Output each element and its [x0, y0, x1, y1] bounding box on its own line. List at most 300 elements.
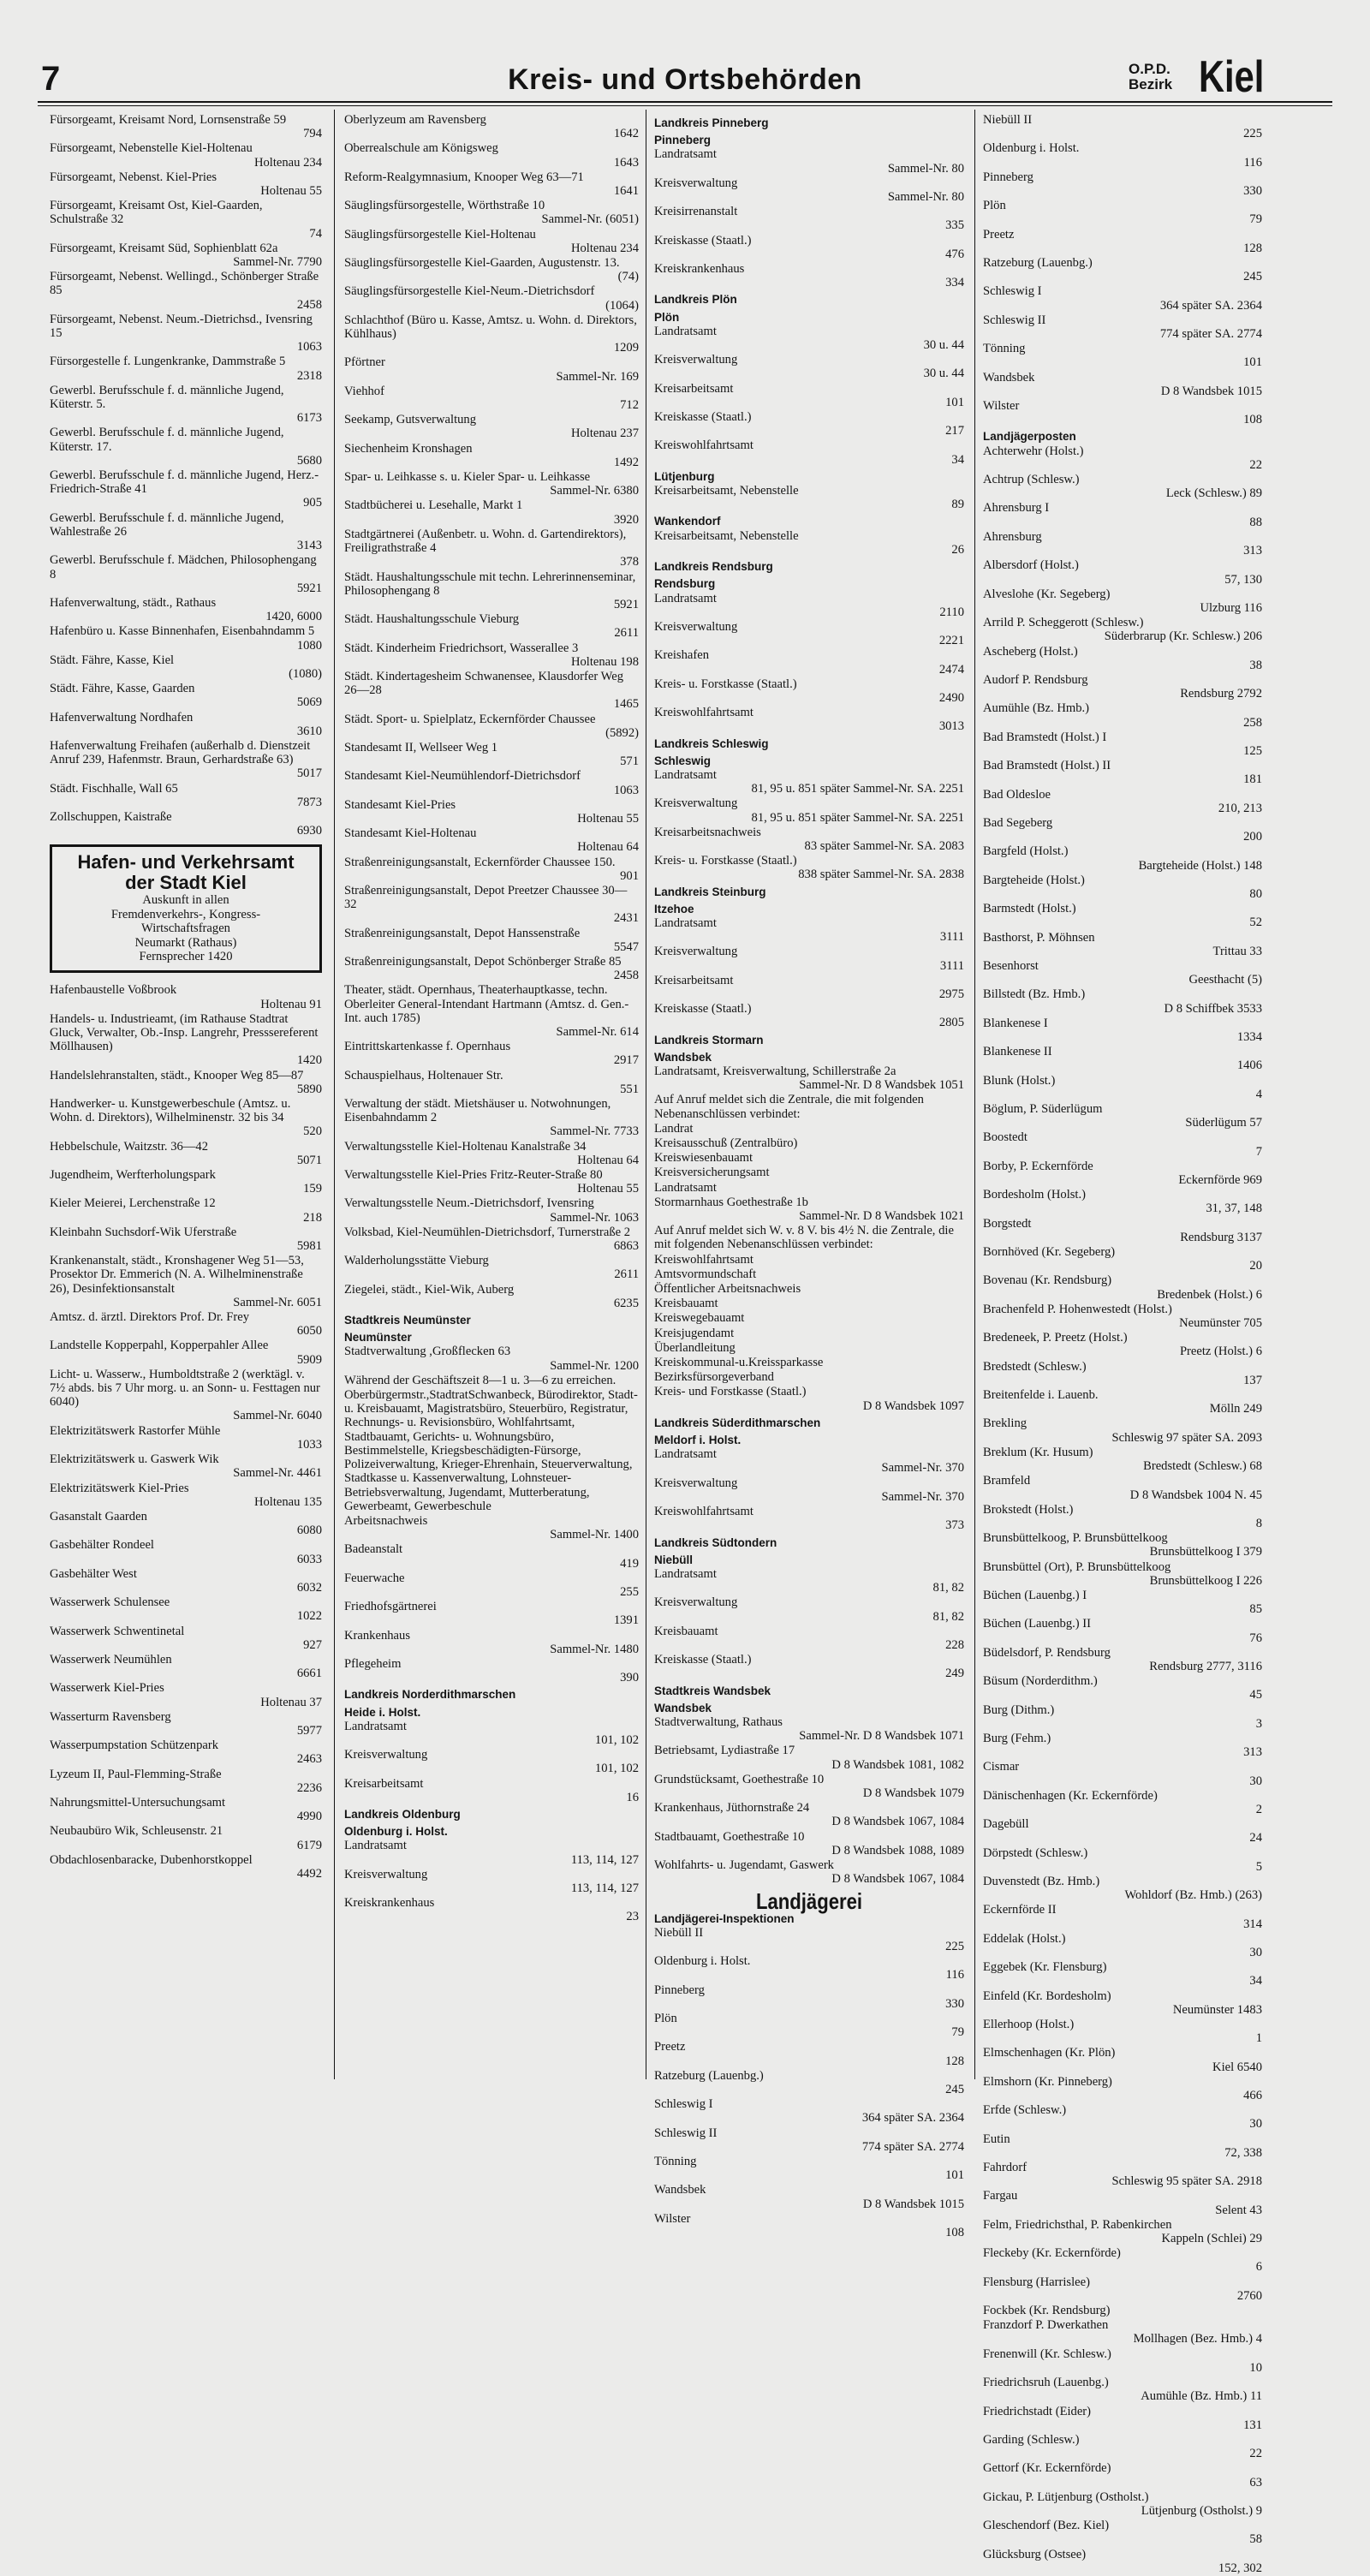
- directory-entry: [654, 1801, 964, 1828]
- directory-entry: [344, 498, 639, 526]
- entry-name: Fahrdorf: [983, 2161, 1028, 2175]
- entry-name: Theater, städt. Opernhaus, Theaterhauptkasse, techn. Oberleiter General-Intendant Hartmann (Amtsz. d. Gen.-Int. auch 1785): [344, 983, 629, 1025]
- entry-name: Betriebsamt, Lydiastraße 17: [654, 1744, 795, 1758]
- phone-number: 2318: [296, 368, 322, 383]
- entry-name: Eddelak (Holst.): [983, 1931, 1066, 1946]
- entry-name: Tönning: [654, 2155, 697, 2169]
- directory-entry: [344, 1542, 639, 1570]
- entry-name: Gewerbl. Berufsschule f. d. männliche Jugend, Küterstr. 17.: [50, 426, 284, 454]
- directory-entry: [344, 884, 639, 926]
- entry-name: Oldenburg i. Holst.: [983, 141, 1080, 156]
- column-3: [654, 113, 964, 2240]
- phone-number: 3610: [296, 724, 322, 738]
- directory-entry: [654, 1505, 964, 1532]
- entry-name: Nahrungsmittel-Untersuchungsamt: [50, 1795, 226, 1810]
- entry-name: Brunsbüttelkoog, P. Brunsbüttelkoog: [983, 1531, 1168, 1546]
- directory-entry: [654, 1625, 964, 1652]
- directory-entry: [983, 759, 1262, 786]
- phone-number: 1420: [296, 1053, 322, 1068]
- phone-number: Neumünster 705: [1179, 1316, 1262, 1331]
- directory-entry: [50, 1768, 322, 1795]
- phone-number: 571: [620, 754, 639, 769]
- entry-name: Preetz: [654, 2040, 686, 2054]
- directory-entry: [654, 1954, 964, 1982]
- directory-entry: [654, 325, 964, 352]
- entry-name: Gasanstalt Gaarden: [50, 1509, 147, 1524]
- entry-name: Handels- u. Industrieamt, (im Rathause Stadtrat Gluck, Verwalter, Ob.-Insp. Langrehr, Presssereferent Möllhausen): [50, 1011, 319, 1054]
- phone-number: 79: [1249, 212, 1262, 227]
- directory-entry: [983, 1102, 1262, 1130]
- directory-entry: [344, 641, 639, 669]
- phone-number: 116: [1243, 155, 1262, 170]
- phone-number: 88: [1249, 515, 1262, 529]
- district-label: [1129, 62, 1172, 92]
- entry-name: Städt. Fähre, Kasse, Gaarden: [50, 682, 195, 696]
- phone-number: Sammel-Nr. 7733: [550, 1124, 639, 1139]
- directory-entry: [983, 2318, 1262, 2346]
- header-rule-thin: [38, 105, 1332, 106]
- entry-name: Einfeld (Kr. Bordesholm): [983, 1989, 1111, 2003]
- section-heading: Landjägerposten: [983, 430, 1076, 444]
- phone-number: 390: [620, 1671, 639, 1685]
- entry-name: Eggebek (Kr. Flensburg): [983, 1960, 1107, 1975]
- entry-name: Grundstücksamt, Goethestraße 10: [654, 1772, 825, 1786]
- phone-number: 1063: [296, 340, 322, 355]
- phone-number: 1420, 6000: [265, 610, 322, 624]
- entry-name: Säuglingsfürsorgestelle, Wörthstraße 10: [344, 199, 545, 213]
- directory-entry: [50, 1196, 322, 1224]
- section-heading: Heide i. Holst.: [344, 1705, 421, 1719]
- directory-entry: [50, 1225, 322, 1253]
- phone-number: 1391: [613, 1613, 639, 1628]
- directory-entry: [654, 768, 964, 796]
- directory-entry: [344, 1254, 639, 1281]
- phone-number: 30 u. 44: [923, 367, 964, 381]
- entry-name: Kreisverwaltung: [654, 176, 738, 190]
- directory-entry: [654, 147, 964, 175]
- phone-number: 712: [620, 398, 639, 413]
- phone-number: D 8 Wandsbek 1004 N. 45: [1129, 1488, 1262, 1502]
- phone-number: D 8 Wandsbek 1088, 1089: [831, 1843, 964, 1857]
- page-number: 7: [41, 60, 61, 98]
- directory-entry: [983, 530, 1262, 558]
- phone-number: D 8 Wandsbek 1079: [862, 1786, 964, 1800]
- entry-name: Brokstedt (Holst.): [983, 1502, 1074, 1517]
- directory-entry: [50, 624, 322, 652]
- directory-entry: [344, 1629, 639, 1656]
- phone-number: 5: [1255, 1859, 1262, 1874]
- phone-number: 373: [945, 1518, 964, 1533]
- phone-number: 364 später SA. 2364: [861, 2111, 964, 2126]
- directory-entry: [983, 1646, 1262, 1673]
- directory-entry: [344, 769, 639, 796]
- entry-name: Niebüll II: [983, 113, 1033, 127]
- phone-number: 313: [1243, 544, 1262, 558]
- entry-name: Fürsorgeamt, Nebenst. Neum.-Dietrichsd., Ivensring 15: [50, 312, 313, 341]
- entry-name: Pförtner: [344, 355, 385, 370]
- phone-number: 8: [1255, 1516, 1262, 1530]
- directory-entry: [983, 170, 1262, 198]
- phone-number: 2917: [613, 1053, 639, 1068]
- phone-number: Holtenau 55: [577, 1182, 639, 1196]
- phone-number: 10: [1249, 2360, 1262, 2375]
- entry-name: Wasserturm Ravensberg: [50, 1709, 171, 1724]
- entry-name: Schlachthof (Büro u. Kasse, Amtsz. u. Wohn. d. Direktors, Kühlhaus): [344, 313, 637, 342]
- info-box-line: Fernsprecher 1420: [139, 949, 233, 963]
- phone-number: 101: [945, 395, 964, 409]
- phone-number: Süderlügum 57: [1185, 1116, 1262, 1130]
- directory-entry: [983, 1188, 1262, 1215]
- directory-entry: [654, 1370, 964, 1384]
- entry-name: Fockbek (Kr. Rendsburg): [983, 2304, 1111, 2318]
- directory-entry: [344, 1196, 639, 1224]
- entry-name: Franzdorf P. Dwerkathen: [983, 2318, 1109, 2333]
- phone-number: Sammel-Nr. 370: [881, 1461, 964, 1476]
- directory-entry: [344, 470, 639, 498]
- phone-number: Sammel-Nr. 1200: [550, 1358, 639, 1373]
- directory-entry: [344, 741, 639, 768]
- phone-number: 466: [1243, 2089, 1262, 2103]
- directory-entry: [983, 788, 1262, 815]
- phone-number: 24: [1249, 1831, 1262, 1846]
- section-heading: Meldorf i. Holst.: [654, 1434, 742, 1447]
- directory-entry: [344, 1345, 639, 1372]
- directory-entry: [983, 1903, 1262, 1930]
- directory-entry: [654, 1858, 964, 1886]
- section-heading: Stadtkreis Neumünster: [344, 1314, 471, 1327]
- directory-entry: [983, 2519, 1262, 2546]
- entry-name: Auf Anruf meldet sich die Zentrale, die mit folgenden Nebenanschlüssen verbindet:: [654, 1093, 924, 1121]
- directory-entry: [654, 2097, 964, 2125]
- entry-name: Ratzeburg (Lauenbg.): [654, 2068, 764, 2083]
- entry-name: Blunk (Holst.): [983, 1073, 1056, 1088]
- directory-entry: [983, 2218, 1262, 2245]
- entry-name: Breitenfelde i. Lauenb.: [983, 1388, 1099, 1403]
- entry-name: Böglum, P. Süderlügum: [983, 1102, 1103, 1117]
- entry-name: Wilster: [983, 399, 1020, 414]
- phone-number: 72, 338: [1224, 2145, 1262, 2160]
- column-4: [983, 113, 1262, 2576]
- phone-number: 2221: [938, 634, 964, 648]
- directory-entry: [983, 1130, 1262, 1158]
- directory-entry: [983, 1331, 1262, 1358]
- entry-name: Boostedt: [983, 1130, 1028, 1145]
- directory-entry: [983, 2075, 1262, 2102]
- directory-entry: [50, 682, 322, 709]
- phone-number: 1406: [1236, 1058, 1262, 1073]
- entry-name: Eckernförde II: [983, 1903, 1057, 1917]
- entry-name: Elektrizitätswerk u. Gaswerk Wik: [50, 1452, 219, 1467]
- entry-name: Preetz: [983, 227, 1015, 242]
- directory-entry: [344, 355, 639, 383]
- directory-entry: [983, 1217, 1262, 1244]
- directory-entry: [983, 1531, 1262, 1559]
- directory-entry: [50, 1168, 322, 1196]
- directory-entry: [654, 945, 964, 972]
- phone-number: Holtenau 234: [570, 241, 639, 255]
- phone-number: Sammel-Nr. 1063: [550, 1210, 639, 1225]
- phone-number: 108: [945, 2226, 964, 2240]
- directory-entry: [983, 673, 1262, 701]
- entry-name: Brunsbüttel (Ort), P. Brunsbüttelkoog: [983, 1559, 1171, 1574]
- entry-name: Wasserwerk Neumühlen: [50, 1652, 172, 1667]
- directory-entry: [654, 1093, 964, 1120]
- section-heading: Itzehoe: [654, 902, 694, 915]
- phone-number: Selent 43: [1215, 2203, 1262, 2217]
- phone-number: Rendsburg 3137: [1180, 1230, 1262, 1244]
- directory-entry: [344, 1777, 639, 1804]
- directory-entry: [654, 620, 964, 647]
- entry-name: Kreisarbeitsnachweis: [654, 825, 761, 839]
- section-heading: Wankendorf: [654, 515, 721, 528]
- phone-number: 1080: [296, 638, 322, 653]
- phone-number: 30: [1249, 2117, 1262, 2132]
- phone-number: 6033: [296, 1552, 322, 1566]
- directory-entry: [983, 2103, 1262, 2131]
- entry-name: Dörpstedt (Schlesw.): [983, 1846, 1088, 1860]
- phone-number: 3111: [939, 958, 964, 973]
- entry-name: Zollschuppen, Kaistraße: [50, 809, 172, 824]
- entry-name: Schleswig II: [654, 2126, 718, 2140]
- phone-number: 330: [1243, 184, 1262, 199]
- directory-entry: [344, 1868, 639, 1895]
- section-heading: Landkreis Plön: [654, 293, 737, 307]
- entry-name: Kreisverwaltung: [654, 945, 738, 959]
- directory-entry: [344, 385, 639, 412]
- entry-name: Straßenreinigungsanstalt, Depot Preetzer Chaussee 30—32: [344, 883, 628, 912]
- phone-number: 4492: [296, 1866, 322, 1881]
- entry-name: Städt. Kindertagesheim Schwanensee, Klausdorfer Weg 26—28: [344, 669, 624, 698]
- directory-entry: [983, 1789, 1262, 1816]
- entry-name: Kreis- u. Forstkasse (Staatl.): [654, 854, 797, 868]
- phone-number: 901: [620, 868, 639, 883]
- entry-name: Handelslehranstalten, städt., Knooper Weg 85—87: [50, 1068, 304, 1082]
- entry-name: Ziegelei, städt., Kiel-Wik, Auberg: [344, 1282, 515, 1297]
- entry-name: Kreisarbeitsamt: [654, 973, 734, 987]
- entry-name: Landratsamt: [654, 915, 717, 930]
- entry-name: Friedrichsruh (Lauenbg.): [983, 2376, 1109, 2390]
- phone-number: 6661: [296, 1667, 322, 1681]
- phone-number: 101: [1243, 355, 1262, 370]
- directory-entry: [50, 810, 322, 838]
- phone-number: 26: [951, 542, 964, 557]
- phone-number: 2458: [613, 969, 639, 983]
- phone-number: 5680: [296, 453, 322, 468]
- entry-name: Kreisbauamt: [654, 1297, 718, 1311]
- directory-entry: [983, 2433, 1262, 2460]
- column-2: [344, 113, 639, 1925]
- entry-name: Kreiswohlfahrtsamt: [654, 706, 754, 720]
- info-box-line: Auskunft in allen: [142, 893, 229, 908]
- phone-number: 1465: [613, 697, 639, 712]
- phone-number: Sammel-Nr. 4461: [233, 1466, 322, 1481]
- entry-name: Tönning: [983, 342, 1026, 356]
- section-heading: Niebüll: [654, 1553, 694, 1566]
- directory-entry: [654, 1830, 964, 1857]
- entry-name: Wohlfahrts- u. Jugendamt, Gaswerk: [654, 1857, 834, 1872]
- phone-number: 79: [951, 2025, 964, 2040]
- phone-number: D 8 Schiffbek 3533: [1164, 1001, 1262, 1016]
- directory-entry: [50, 1595, 322, 1623]
- phone-number: 23: [626, 1910, 639, 1924]
- district-label-line2: Bezirk: [1129, 76, 1173, 92]
- directory-entry: [983, 987, 1262, 1015]
- entry-name: Dänischenhagen (Kr. Eckernförde): [983, 1788, 1158, 1803]
- section-heading: Wandsbek: [654, 1050, 712, 1064]
- directory-entry: [654, 1181, 964, 1195]
- phone-number: 3111: [939, 930, 964, 945]
- phone-number: 80: [1249, 886, 1262, 901]
- phone-number: 81, 95 u. 851 später Sammel-Nr. SA. 2251: [751, 810, 964, 825]
- phone-number: 330: [945, 1996, 964, 2011]
- directory-entry: [50, 1653, 322, 1680]
- entry-name: Kreishafen: [654, 648, 710, 663]
- directory-entry: [344, 256, 639, 283]
- entry-name: Krankenanstalt, städt., Kronshagener Weg 51—53, Prosektor Dr. Emmerich (N. A. Wilhelminenstraße 26), Desinfektionsanstalt: [50, 1254, 304, 1296]
- entry-name: Burg (Dithm.): [983, 1702, 1055, 1717]
- phone-number: 137: [1243, 1373, 1262, 1387]
- phone-number: 4990: [296, 1810, 322, 1824]
- phone-number: 128: [1243, 241, 1262, 255]
- phone-number: 5890: [296, 1082, 322, 1096]
- directory-entry: [344, 612, 639, 640]
- entry-name: Kreisverwaltung: [654, 1476, 738, 1490]
- entry-name: Während der Geschäftszeit 8—1 u. 3—6 zu erreichen.: [344, 1373, 616, 1387]
- directory-entry: [50, 1681, 322, 1708]
- phone-number: Trittau 33: [1212, 944, 1262, 958]
- phone-number: 2490: [938, 690, 964, 705]
- directory-entry: [983, 2189, 1262, 2216]
- phone-number: 217: [945, 424, 964, 438]
- phone-number: 378: [620, 555, 639, 569]
- directory-entry: [983, 1303, 1262, 1330]
- entry-name: Garding (Schlesw.): [983, 2432, 1080, 2447]
- phone-number: Holtenau 37: [260, 1695, 322, 1709]
- entry-name: Kreisbauamt: [654, 1624, 718, 1638]
- entry-name: Obdachlosenbaracke, Dubenhorstkoppel: [50, 1852, 253, 1867]
- entry-name: Schauspielhaus, Holtenauer Str.: [344, 1068, 503, 1082]
- directory-entry: [654, 2126, 964, 2154]
- directory-entry: [50, 653, 322, 681]
- phone-number: 225: [1243, 127, 1262, 141]
- directory-entry: [344, 1097, 639, 1139]
- phone-number: 228: [945, 1637, 964, 1652]
- directory-entry: [654, 1653, 964, 1680]
- entry-name: Städt. Sport- u. Spielplatz, Eckernförder Chaussee: [344, 712, 596, 726]
- entry-name: Verwaltungsstelle Neum.-Dietrichsdorf, Ivensring: [344, 1196, 594, 1211]
- directory-entry: [654, 1267, 964, 1281]
- entry-name: Landratsamt: [654, 147, 717, 162]
- phone-number: Schleswig 95 später SA. 2918: [1111, 2174, 1262, 2189]
- directory-entry: [983, 1760, 1262, 1787]
- info-box-line: Neumarkt (Rathaus): [134, 935, 237, 950]
- phone-number: 63: [1249, 2475, 1262, 2490]
- directory-entry: [983, 113, 1262, 140]
- entry-name: Kreiskrankenhaus: [344, 1896, 435, 1911]
- entry-name: Kreiskasse (Staatl.): [654, 1653, 752, 1667]
- entry-name: Ahrensburg: [983, 529, 1042, 544]
- entry-name: Säuglingsfürsorgestelle Kiel-Gaarden, Augustenstr. 13.: [344, 256, 620, 271]
- entry-name: Jugendheim, Werfterholungspark: [50, 1168, 216, 1183]
- phone-number: Holtenau 198: [570, 654, 639, 669]
- phone-number: 1642: [613, 127, 639, 141]
- entry-name: Öffentlicher Arbeitsnachweis: [654, 1282, 801, 1297]
- entry-name: Kreiskrankenhaus: [654, 262, 745, 277]
- entry-name: Hebbelschule, Waitzstr. 36—42: [50, 1139, 208, 1154]
- directory-entry: [983, 1446, 1262, 1473]
- entry-name: Fürsorgestelle f. Lungenkranke, Dammstraße 5: [50, 355, 286, 369]
- entry-name: Dagebüll: [983, 1817, 1029, 1832]
- phone-number: 89: [951, 498, 964, 512]
- phone-number: 30: [1249, 1774, 1262, 1788]
- directory-entry: [654, 706, 964, 733]
- directory-entry: [983, 1960, 1262, 1988]
- phone-number: Holtenau 64: [577, 840, 639, 855]
- phone-number: 81, 82: [932, 1581, 964, 1595]
- directory-entry: [50, 1824, 322, 1852]
- directory-entry: [983, 902, 1262, 929]
- directory-entry: [654, 1983, 964, 2011]
- phone-number: Sammel-Nr. 6051: [233, 1295, 322, 1309]
- entry-name: Gewerbl. Berufsschule f. d. männliche Jugend, Küterstr. 5.: [50, 383, 284, 412]
- directory-entry: [654, 1136, 964, 1150]
- directory-entry: [654, 916, 964, 944]
- entry-name: Landratsamt: [654, 1566, 717, 1581]
- entry-name: Schleswig I: [654, 2097, 713, 2112]
- phone-number: 108: [1243, 413, 1262, 427]
- phone-number: Sammel-Nr. 370: [881, 1489, 964, 1504]
- entry-name: Stadtverwaltung, Rathaus: [654, 1714, 783, 1729]
- entry-name: Glücksburg (Ostsee): [983, 2547, 1087, 2561]
- directory-entry: [654, 1385, 964, 1412]
- entry-name: Audorf P. Rendsburg: [983, 672, 1088, 687]
- directory-entry: [654, 1567, 964, 1595]
- section-heading: Landkreis Süderdithmarschen: [654, 1416, 821, 1429]
- entry-name: Verwaltungsstelle Kiel-Pries Fritz-Reuter-Straße 80: [344, 1168, 603, 1183]
- entry-name: Kreiswegebauamt: [654, 1311, 745, 1326]
- phone-number: 2611: [614, 1267, 639, 1282]
- phone-number: Aumühle (Bz. Hmb.) 11: [1141, 2389, 1262, 2404]
- directory-entry: [344, 826, 639, 854]
- phone-number: 2458: [296, 297, 322, 312]
- entry-name: Büdelsdorf, P. Rendsburg: [983, 1645, 1111, 1660]
- phone-number: 774 später SA. 2774: [861, 2139, 964, 2154]
- directory-entry: [654, 1476, 964, 1504]
- phone-number: 419: [620, 1556, 639, 1571]
- phone-number: 3143: [296, 539, 322, 553]
- directory-entry: [344, 170, 639, 198]
- phone-number: 6080: [296, 1524, 322, 1538]
- section-heading: Lütjenburg: [654, 469, 715, 483]
- entry-name: Kreisjugendamt: [654, 1326, 735, 1340]
- entry-name: Amtsvormundschaft: [654, 1267, 757, 1281]
- directory-entry: [344, 1040, 639, 1067]
- phone-number: Sammel-Nr. D 8 Wandsbek 1021: [799, 1209, 964, 1224]
- directory-entry: [344, 1896, 639, 1923]
- phone-number: 1022: [296, 1609, 322, 1624]
- directory-entry: [344, 570, 639, 612]
- entry-name: Bredstedt (Schlesw.): [983, 1359, 1087, 1374]
- entry-name: Friedhofsgärtnerei: [344, 1600, 437, 1614]
- directory-entry: [50, 1097, 322, 1139]
- entry-name: Landratsamt: [344, 1719, 407, 1733]
- phone-number: Leck (Schlesw.) 89: [1165, 486, 1262, 501]
- entry-name: Elektrizitätswerk Rastorfer Mühle: [50, 1423, 221, 1438]
- phone-number: 20: [1249, 1259, 1262, 1273]
- entry-name: Frenenwill (Kr. Schlesw.): [983, 2346, 1111, 2361]
- entry-name: Stadtbücherei u. Lesehalle, Markt 1: [344, 498, 523, 513]
- entry-name: Hafenverwaltung, städt., Rathaus: [50, 595, 217, 610]
